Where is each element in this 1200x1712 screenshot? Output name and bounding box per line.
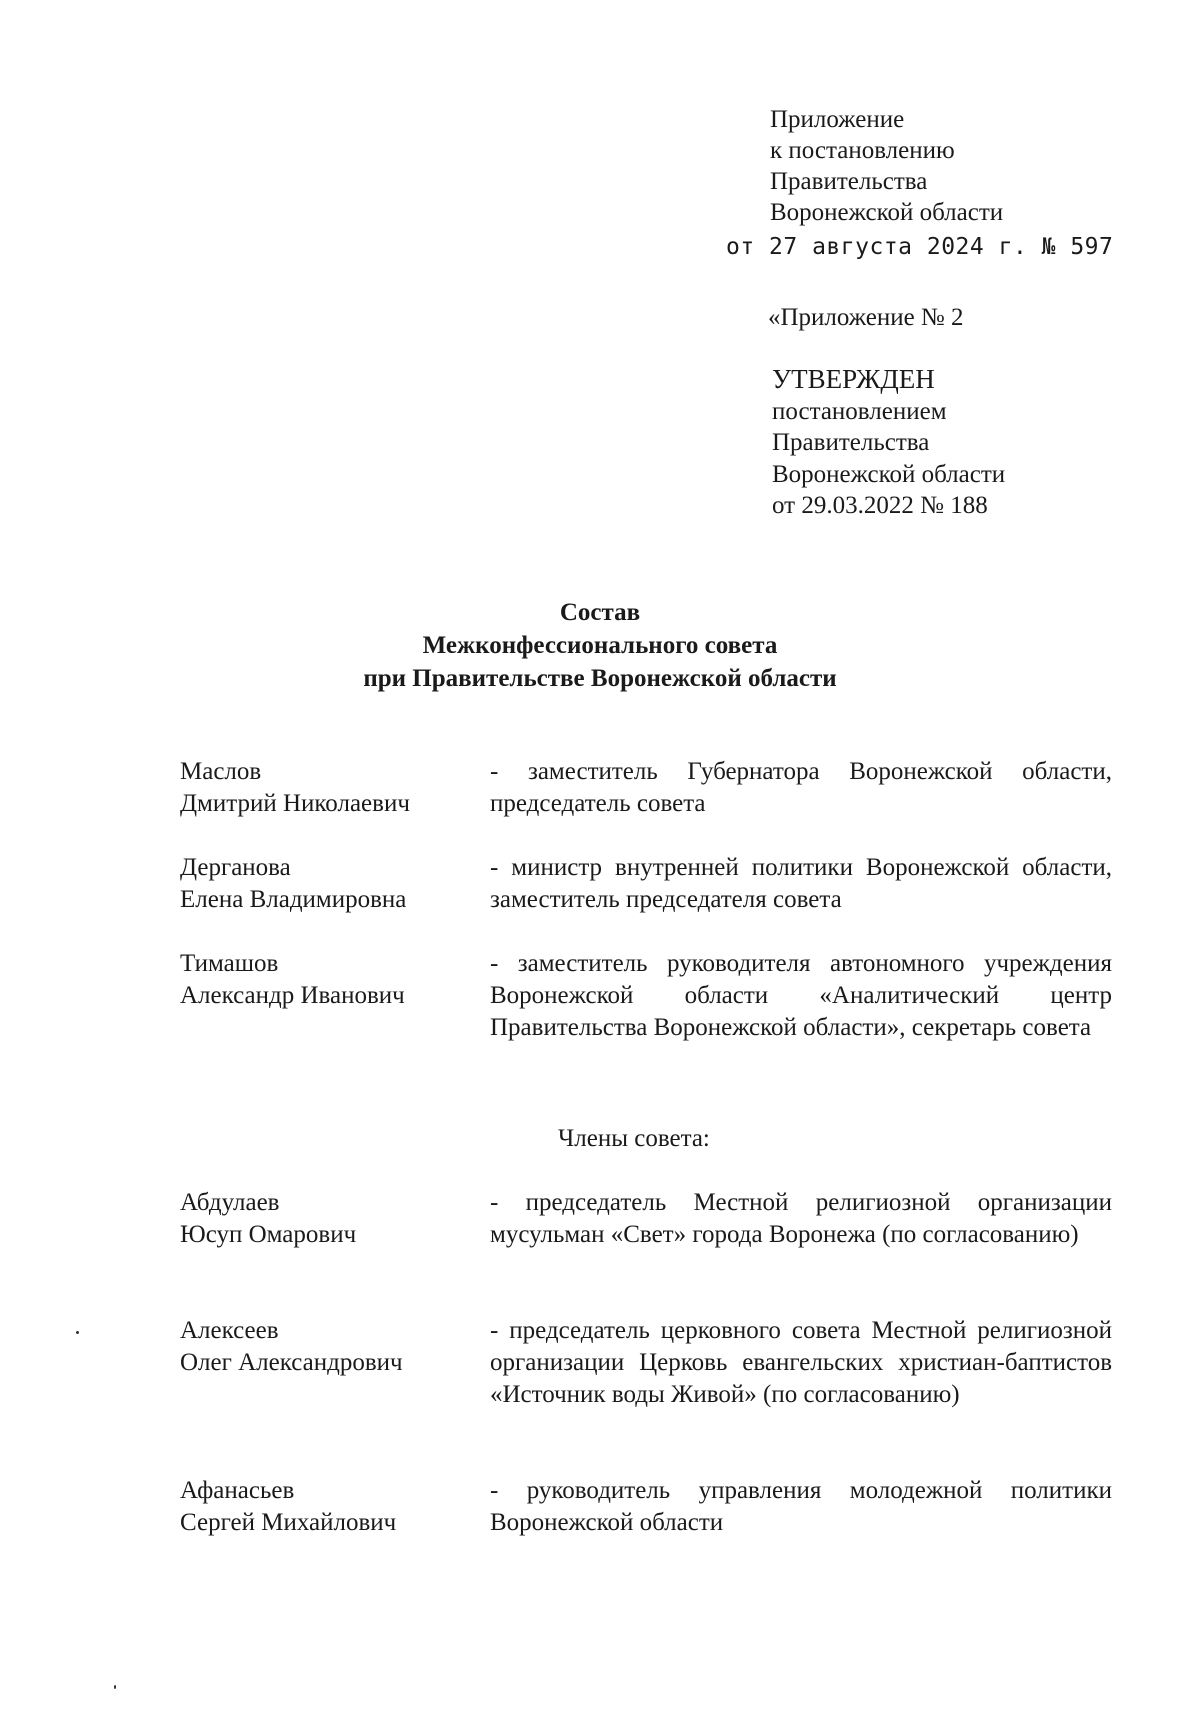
person-name (180, 1475, 470, 1539)
surname: Алексеев (180, 1317, 279, 1344)
registration-stamp: от 27 августа 2024 г. № 597 (726, 234, 1114, 260)
title-line: при Правительстве Воронежской области (363, 665, 837, 692)
person-name (180, 1315, 470, 1379)
person-role: - заместитель руководителя автономного учреждения Воронежской области «Аналитический центр Правительства Воронежской области», секретарь совета (490, 950, 1112, 1041)
given-names: Юсуп Омарович (180, 1221, 357, 1248)
person-name (180, 948, 470, 1012)
given-names: Сергей Михайлович (180, 1509, 397, 1536)
person-name (180, 1187, 470, 1251)
scan-speck (76, 1331, 79, 1334)
given-names: Александр Иванович (180, 982, 405, 1009)
surname: Тимашов (180, 950, 279, 977)
person-role: - заместитель Губернатора Воронежской области, председатель совета (490, 758, 1112, 817)
approval-line: Правительства (772, 429, 930, 456)
surname: Маслов (180, 758, 262, 785)
title-line: Межконфессионального совета (422, 632, 778, 659)
approval-line: УТВЕРЖДЕН (772, 364, 935, 394)
given-names: Дмитрий Николаевич (180, 790, 410, 817)
person-role: - председатель церковного совета Местной религиозной организации Церковь евангельских христиан-баптистов «Источник воды Живой» (по согласованию) (490, 1317, 1112, 1408)
surname: Дерганова (180, 854, 291, 881)
scan-speck (114, 1685, 116, 1689)
appendix-line: Воронежской области (770, 199, 1004, 226)
title-line: Состав (559, 599, 641, 626)
annex-number: «Приложение № 2 (768, 304, 964, 331)
person-name (180, 756, 470, 820)
appendix-line: Приложение (770, 106, 905, 133)
person-name (180, 852, 470, 916)
approval-line: от 29.03.2022 № 188 (772, 492, 988, 519)
appendix-line: Правительства (770, 168, 928, 195)
document-title (0, 596, 1200, 695)
person-role: - министр внутренней политики Воронежской области, заместитель председателя совета (490, 854, 1112, 913)
members-heading: Члены совета: (558, 1125, 710, 1152)
approval-line: Воронежской области (772, 460, 1006, 488)
surname: Абдулаев (180, 1189, 280, 1216)
appendix-line: к постановлению (770, 137, 955, 164)
surname: Афанасьев (180, 1477, 295, 1504)
given-names: Елена Владимировна (180, 886, 407, 913)
approval-block (772, 364, 1005, 522)
appendix-reference (770, 104, 1003, 228)
person-role: - руководитель управления молодежной политики Воронежской области (490, 1477, 1112, 1536)
person-role: - председатель Местной религиозной организации мусульман «Свет» города Воронежа (по согласованию) (490, 1189, 1112, 1248)
approval-line: постановлением (772, 397, 947, 425)
given-names: Олег Александрович (180, 1349, 403, 1376)
